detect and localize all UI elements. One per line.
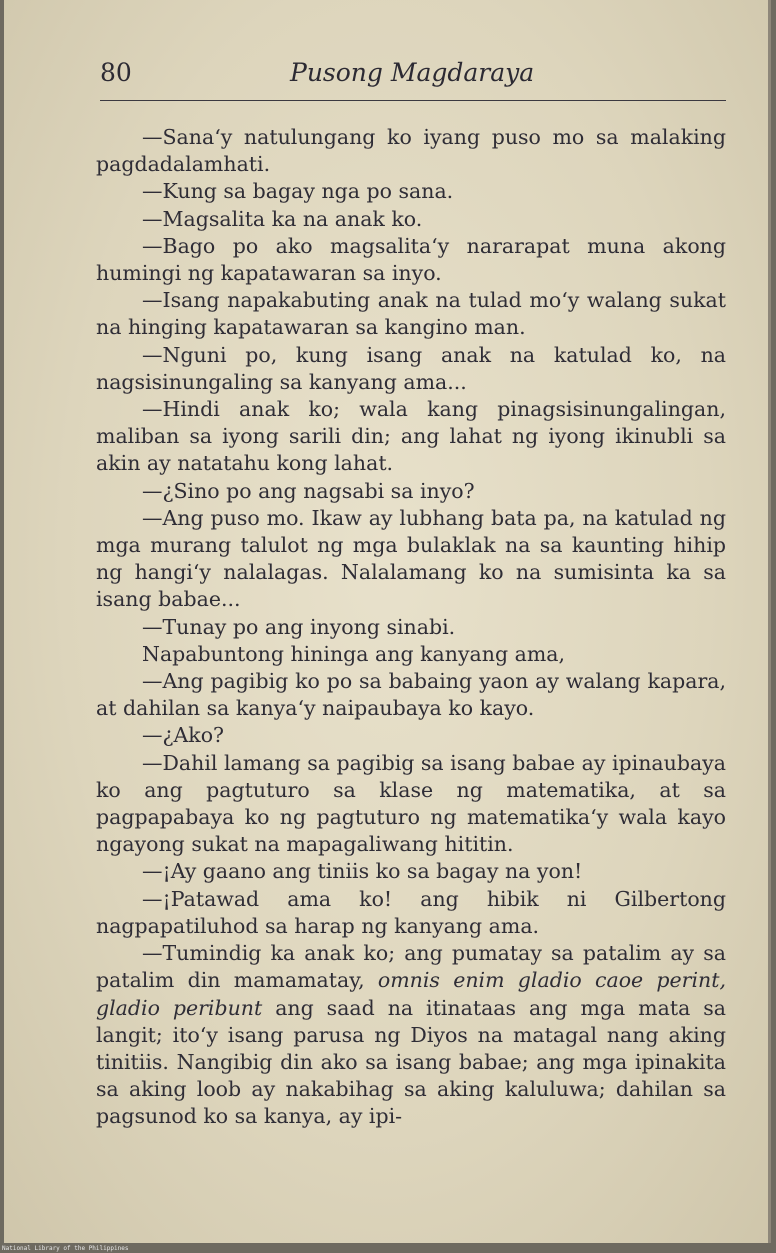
paragraph: —Ang puso mo. Ikaw ay lubhang bata pa, na katulad ng mga murang talulot ng mga bulaklak na sa kaunting hihip ng hangi‘y nalalagas. Nalalamang ko na sumisinta ka sa isang babae...	[96, 505, 726, 612]
final-paragraph	[96, 940, 726, 1130]
paragraph: —Dahil lamang sa pagibig sa isang babae ay ipinaubaya ko ang pagtuturo sa klase ng matematika, at sa pagpapabaya ko ng pagtuturo ng matematika‘y wala kayo ngayong sukat na mapagaliwang hititin.	[96, 750, 726, 857]
paragraph: —Tunay po ang inyong sinabi.	[142, 614, 456, 639]
header-rule	[100, 100, 726, 101]
paragraph: —¡Ay gaano ang tiniis ko sa bagay na yon!	[142, 859, 583, 884]
paragraph: —¡Patawad ama ko! ang hibik ni Gilbertong nagpapatiluhod sa harap ng kanyang ama.	[96, 886, 726, 938]
running-title: Pusong Magdaraya	[290, 58, 535, 87]
paragraph: —Kung sa bagay nga po sana.	[142, 179, 454, 204]
book-page	[4, 0, 771, 1243]
paragraph: —Ang pagibig ko po sa babaing yaon ay walang kapara, at dahilan sa kanya‘y naipaubaya ko kayo.	[96, 669, 726, 721]
paragraph: —Nguni po, kung isang anak na katulad ko, na nagsisinungaling sa kanyang ama...	[96, 342, 726, 394]
paragraph: —Magsalita ka na anak ko.	[142, 206, 423, 231]
paragraph: —Isang napakabuting anak na tulad mo‘y walang sukat na hinging kapatawaran sa kangino man.	[96, 288, 726, 340]
final-paragraph-start: —Tumindig ka anak ko; ang pumatay sa patalim ay sa patalim din mamamatay,	[96, 941, 726, 993]
page-number: 80	[100, 58, 132, 87]
paragraph: Napabuntong hininga ang kanyang ama,	[142, 641, 565, 666]
paragraph: —Sana‘y natulungang ko iyang puso mo sa malaking pagdadalamhati.	[96, 125, 726, 177]
page-body	[96, 124, 726, 1131]
final-paragraph-end: ang saad na itinataas ang mga mata sa langit; ito‘y isang parusa ng Diyos na matagal nang aking tinitiis. Nangibig din ako sa isang babae; ang mga ipinakita sa aking loob ay nakabihag sa aking kaluluwa; dahilan sa pagsunod ko sa kanya, ay ipi-	[96, 995, 726, 1129]
paragraph: —Bago po ako magsalita‘y nararapat muna akong humingi ng kapatawaran sa inyo.	[96, 233, 726, 286]
library-credit: National Library of the Philippines	[2, 1245, 129, 1252]
paragraph: —Hindi anak ko; wala kang pinagsisinungalingan, maliban sa iyong sarili din; ang lahat ng iyong ikinubli sa akin ay natatahu kong lahat.	[96, 397, 726, 476]
page-header	[100, 58, 726, 92]
paragraph: —¿Ako?	[142, 723, 225, 748]
paragraph: —¿Sino po ang nagsabi sa inyo?	[142, 478, 475, 503]
latin-quote: omnis enim gladio caoe perint, gladio peribunt	[96, 968, 726, 1020]
